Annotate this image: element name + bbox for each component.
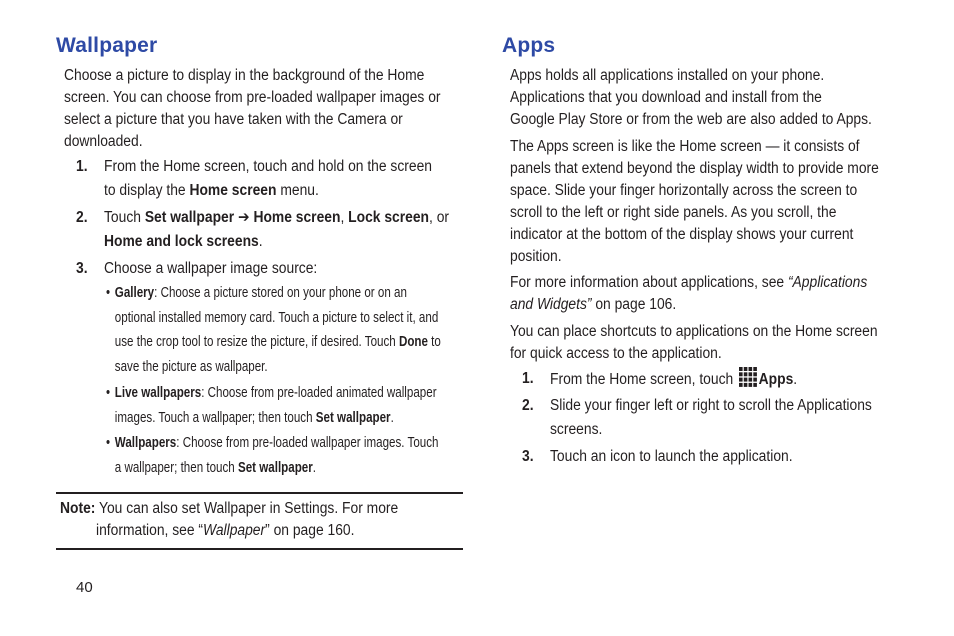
note-bottom-rule	[56, 548, 463, 550]
wallpaper-heading: Wallpaper	[56, 34, 158, 57]
apps-grid-icon	[739, 367, 757, 387]
note-top-rule	[56, 492, 463, 494]
wallpaper-step-2: Touch Set wallpaper ➔ Home screen, Lock screen, or Home and lock screens.	[104, 209, 450, 250]
bullet-live-wallpapers: • Live wallpapers: Choose from pre-loaded animated wallpaper images. Touch a wallpaper; then touch Set wallpaper.	[106, 385, 437, 426]
apps-heading: Apps	[502, 34, 556, 57]
step-number: 1.	[522, 370, 534, 387]
step-number: 3.	[522, 448, 534, 465]
page-number: 40	[76, 579, 93, 596]
bullet-gallery: • Gallery: Choose a picture stored on your phone or on an optional installed memory card. Touch a picture to select it, and use the crop tool to resize the picture, if desired. Touch Done to save the picture as wallpaper.	[106, 285, 441, 375]
apps-paragraph-4: You can place shortcuts to applications on the Home screen for quick access to the application.	[510, 323, 878, 362]
bullet-wallpapers: • Wallpapers: Choose from pre-loaded wallpaper images. Touch a wallpaper; then touch Set wallpaper.	[106, 435, 439, 476]
apps-step-3: Touch an icon to launch the application.	[550, 448, 793, 465]
apps-paragraph-1: Apps holds all applications installed on your phone. Applications that you download and install from the Google Play Store or from the web are also added to Apps.	[510, 67, 872, 128]
apps-paragraph-2: The Apps screen is like the Home screen — it consists of panels that extend beyond the display width to provide more space. Slide your finger horizontally across the screen to scroll to the left or right side panels. As you scroll, the indicator at the bottom of the display shows your current position.	[510, 138, 879, 265]
apps-step-2: Slide your finger left or right to scroll the Applications screens.	[550, 397, 872, 438]
step-number: 3.	[76, 260, 88, 277]
wallpaper-step-1: From the Home screen, touch and hold on the screen to display the Home screen menu.	[104, 158, 433, 199]
step-number: 1.	[76, 158, 88, 175]
step-number: 2.	[76, 209, 88, 226]
apps-paragraph-3: For more information about applications, see “Applications and Widgets” on page 106.	[510, 274, 868, 313]
wallpaper-intro: Choose a picture to display in the background of the Home screen. You can choose from pre-loaded wallpaper images or select a picture that you have taken with the Camera or downloaded.	[64, 67, 441, 150]
apps-step-1: From the Home screen, touch Apps.	[550, 367, 797, 392]
wallpaper-step-3: Choose a wallpaper image source:	[104, 260, 318, 277]
step-number: 2.	[522, 397, 534, 414]
note-box: Note: You can also set Wallpaper in Settings. For more information, see “Wallpaper” on page 160.	[60, 500, 399, 539]
